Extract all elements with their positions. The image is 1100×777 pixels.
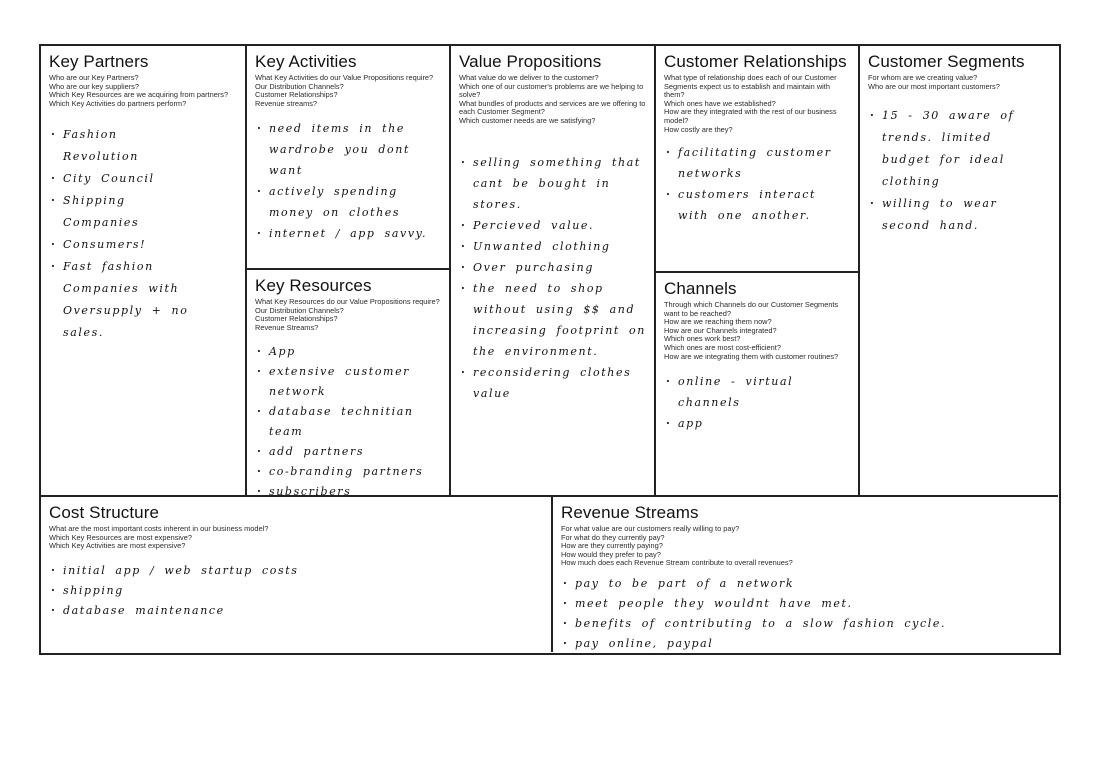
prompt: What value do we deliver to the customer? [459, 73, 599, 82]
key-activities-notes [255, 118, 441, 244]
note-item: · Fashion Revolution [49, 124, 199, 168]
note-item: · meet people they wouldnt have met. [561, 594, 1050, 614]
prompt: Revenue Streams? [255, 322, 319, 332]
prompt: Our Distribution Channels? [255, 81, 344, 91]
prompt: Who are our most important customers? [868, 81, 1000, 91]
prompt: Which ones work best? [664, 334, 741, 344]
prompt: What type of relationship does each of our Customer Segments expect us to establish and maintain with them? [664, 73, 837, 100]
prompt: For what value are our customers really willing to pay? [561, 524, 740, 533]
prompt: How are they currently paying? [561, 541, 663, 551]
prompt: Our Distribution Channels? [255, 305, 344, 315]
revenue-streams-title: Revenue Streams [561, 503, 699, 522]
revenue-streams-block [553, 495, 1058, 652]
key-partners-prompts [49, 74, 237, 108]
value-propositions-title: Value Propositions [459, 52, 602, 71]
prompt: Which Key Activities do partners perform? [49, 98, 187, 108]
prompt: How are they integrated with the rest of our business model? [664, 107, 837, 125]
customer-segments-notes [868, 105, 1033, 237]
note-item: · Unwanted clothing [459, 236, 646, 257]
key-resources-title: Key Resources [255, 276, 372, 295]
note-item: · Percieved value. [459, 215, 646, 236]
customer-relationships-block [656, 46, 860, 273]
prompt: Who are our Key Partners? [49, 73, 139, 82]
customer-segments-block [860, 46, 1058, 495]
prompt: Customer Relationships? [255, 314, 338, 324]
prompt: Which one of our customer's problems are we helping to solve? [459, 81, 644, 100]
note-item: · benefits of contributing to a slow fashion cycle. [561, 614, 1050, 634]
prompt: Which ones have we established? [664, 98, 776, 108]
prompt: How would they prefer to pay? [561, 549, 661, 559]
channels-notes [664, 371, 850, 434]
cost-structure-notes [49, 561, 543, 621]
cost-structure-block [41, 495, 553, 652]
prompt: How are we reaching them now? [664, 317, 772, 327]
channels-block [656, 273, 860, 495]
note-item: · need items in the wardrobe you dont want [255, 118, 441, 181]
customer-relationships-prompts [664, 74, 850, 134]
channels-title: Channels [664, 279, 737, 298]
customer-relationships-notes [664, 142, 850, 226]
prompt: Which customer needs are we satisfying? [459, 115, 596, 125]
note-item: · database maintenance [49, 601, 543, 621]
key-resources-notes [255, 342, 441, 495]
prompt: Which ones are most cost-efficient? [664, 342, 781, 352]
key-resources-block [247, 270, 451, 495]
note-item: · Shipping Companies [49, 190, 199, 234]
prompt: How are our Channels integrated? [664, 325, 777, 335]
note-item: · facilitating customer networks [664, 142, 850, 184]
value-propositions-prompts [459, 74, 646, 126]
key-partners-notes [49, 124, 199, 344]
note-item: · shipping [49, 581, 543, 601]
prompt: Which Key Resources are most expensive? [49, 532, 192, 542]
note-item: · Consumers! [49, 234, 199, 256]
prompt: What Key Resources do our Value Propositions require? [255, 297, 440, 306]
note-item: · City Council [49, 168, 199, 190]
note-item: · subscribers [255, 482, 441, 495]
note-item: · pay to be part of a network [561, 574, 1050, 594]
note-item: · initial app / web startup costs [49, 561, 543, 581]
key-activities-block [247, 46, 451, 270]
channels-prompts [664, 301, 850, 361]
note-item: · add partners [255, 442, 441, 462]
note-item: · reconsidering clothes value [459, 362, 646, 404]
note-item: · pay online, paypal [561, 634, 1050, 652]
note-item: · extensive customer network [255, 362, 441, 402]
note-item: · co-branding partners [255, 462, 441, 482]
key-resources-prompts [255, 298, 441, 332]
prompt: Who are our key suppliers? [49, 81, 139, 91]
customer-segments-title: Customer Segments [868, 52, 1025, 71]
prompt: How much does each Revenue Stream contribute to overall revenues? [561, 558, 793, 568]
note-item: · Fast fashion Companies with Oversupply + no sales. [49, 256, 199, 344]
prompt: What Key Activities do our Value Propositions require? [255, 73, 434, 82]
note-item: · willing to wear second hand. [868, 193, 1033, 237]
prompt: What bundles of products and services are we offering to each Customer Segment? [459, 98, 646, 117]
note-item: · online - virtual channels [664, 371, 850, 413]
value-propositions-block [451, 46, 656, 495]
prompt: For whom are we creating value? [868, 73, 978, 82]
cost-structure-prompts [49, 525, 543, 551]
customer-relationships-title: Customer Relationships [664, 52, 847, 71]
cost-structure-title: Cost Structure [49, 503, 160, 522]
prompt: Which Key Activities are most expensive? [49, 541, 186, 551]
note-item: · app [664, 413, 850, 434]
revenue-streams-prompts [561, 525, 1050, 568]
note-item: · the need to shop without using $$ and increasing footprint on the environment. [459, 278, 646, 362]
key-partners-block [41, 46, 247, 495]
note-item: · Over purchasing [459, 257, 646, 278]
prompt: What are the most important costs inherent in our business model? [49, 524, 269, 533]
key-activities-prompts [255, 74, 441, 108]
revenue-streams-notes [561, 574, 1050, 652]
prompt: For what do they currently pay? [561, 532, 665, 542]
prompt: Customer Relationships? [255, 90, 338, 100]
note-item: · App [255, 342, 441, 362]
prompt: Through which Channels do our Customer Segments want to be reached? [664, 300, 839, 318]
key-activities-title: Key Activities [255, 52, 357, 71]
value-propositions-notes [459, 152, 646, 404]
prompt: Revenue streams? [255, 98, 318, 108]
note-item: · internet / app savvy. [255, 223, 441, 244]
prompt: Which Key Resources are we acquiring from partners? [49, 90, 229, 100]
key-partners-title: Key Partners [49, 52, 149, 71]
note-item: · actively spending money on clothes [255, 181, 441, 223]
note-item: · database technitian team [255, 402, 441, 442]
customer-segments-prompts [868, 74, 1050, 91]
business-model-canvas [39, 44, 1061, 655]
note-item: · 15 - 30 aware of trends. limited budget for ideal clothing [868, 105, 1033, 193]
note-item: · customers interact with one another. [664, 184, 850, 226]
prompt: How costly are they? [664, 124, 733, 134]
prompt: How are we integrating them with customer routines? [664, 351, 839, 361]
note-item: · selling something that cant be bought in stores. [459, 152, 646, 215]
